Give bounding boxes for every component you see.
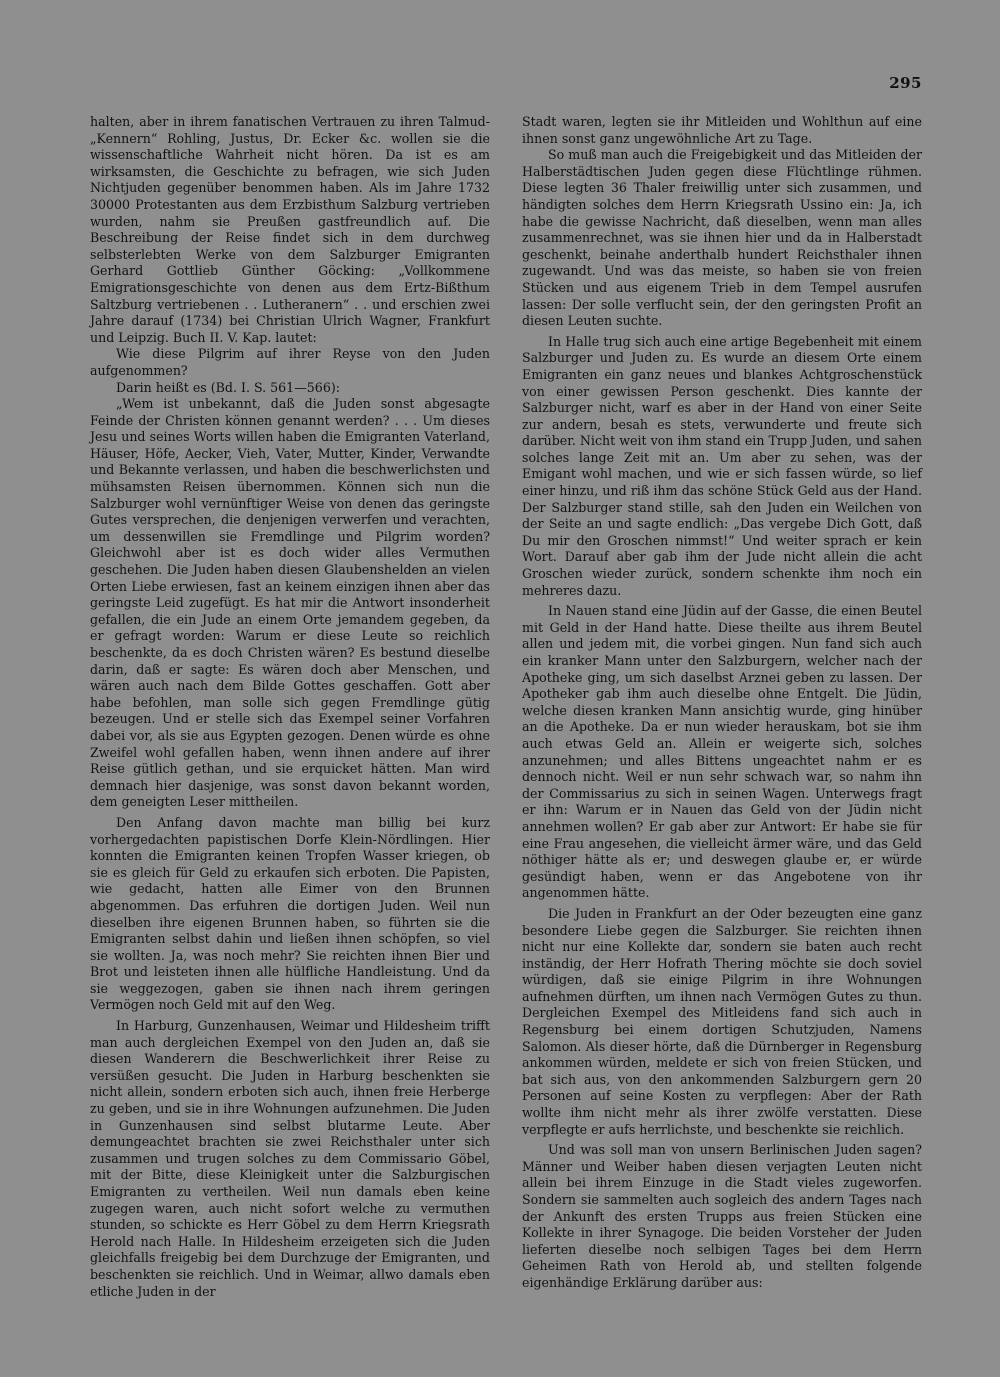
- paragraph: Darin heißt es (Bd. I. S. 561—566):: [116, 379, 340, 395]
- page-number: 295: [889, 74, 922, 92]
- chapter-heading-quote: Wie diese Pilgrim auf ihrer Reyse von den Juden aufgenommen?: [90, 346, 490, 378]
- paragraph: Stadt waren, legten sie ihr Mitleiden und Wohlthun auf eine ihnen sonst ganz ungewöhnliche Art zu Tage.: [522, 114, 922, 146]
- paragraph: In Nauen stand eine Jüdin auf der Gasse, die einen Beutel mit Geld in der Hand hatte. Diese theilte aus ihrem Beutel allen und jedem mit, die vorbei gingen. Nun fand sich auch ein kranker Mann unter den Salzburgern, welcher nach der Apotheke ging, um sich daselbst Arznei geben zu lassen. Der Apotheker gab ihm auch dieselbe ohne Entgelt. Die Jüdin, welche diesen kranken Mann ansichtig wurde, ging hinüber an die Apotheke. Da er nun wieder herauskam, bot sie ihm auch etwas Geld an. Allein er weigerte sich, solches anzunehmen; und alles Bittens ungeachtet nahm er es dennoch nicht. Weil er nun sehr schwach war, so nahm ihn der Commissarius zu sich in seinen Wagen. Unterwegs fragt er ihn: Warum er in Nauen das Geld von der Jüdin nicht annehmen wollen? Er gab aber zur Antwort: Er habe sie für eine Frau angesehen, die vielleicht ärmer wäre, und das Geld nöthiger hätte als er; und deswegen glaube er, er würde gesündigt haben, wenn er das Angebotene von ihr angenommen hätte.: [522, 603, 922, 901]
- paragraph: Und was soll man von unsern Berlinischen Juden sagen? Männer und Weiber haben diesen verjagten Leuten nicht allein bei ihrem Einzuge in die Stadt vieles zugeworfen. Sondern sie sammelten auch sogleich des andern Tages nach der Ankunft des ersten Trupps aus freien Stücken eine Kollekte in ihrer Synagoge. Die beiden Vorsteher der Juden lieferten dieselbe noch selbigen Tages bei dem Herrn Geheimen Rath von Herold ab, und stellten folgende eigenhändige Erklärung darüber aus:: [522, 1142, 922, 1290]
- paragraph: halten, aber in ihrem fanatischen Vertrauen zu ihren Talmud-„Kennern“ Rohling, Justus, Dr. Ecker &c. wollen sie die wissenschaftliche Wahrheit nicht hören. Da ist es am wirksamsten, die Geschichte zu befragen, wie sich Juden Nichtjuden gegenüber benommen haben. Als im Jahre 1732 30000 Protestanten aus dem Erzbisthum Salzburg vertrieben wurden, nahm sie Preußen gastfreundlich auf. Die Beschreibung der Reise findet sich in dem durchweg selbsterlebten Werke von dem Salzburger Emigranten Gerhard Gottlieb Günther Göcking: „Vollkommene Emigrationsgeschichte von denen aus dem Ertz-Bißthum Saltzburg vertriebenen . . Lutheranern“ . . und erschien zwei Jahre darauf (1734) bei Christian Ulrich Wagner, Frankfurt und Leipzig. Buch II. V. Kap. lautet:: [90, 114, 490, 345]
- paragraph: Die Juden in Frankfurt an der Oder bezeugten eine ganz besondere Liebe gegen die Salzburger. Sie reichten ihnen nicht nur eine Kollekte dar, sondern sie baten auch recht inständig, der Herr Hofrath Thering möchte sie doch soviel würdigen, daß sie einige Pilgrim in ihre Wohnungen aufnehmen dürften, um ihnen nach Vermögen Gutes zu thun. Dergleichen Exempel des Mitleidens fand sich auch in Regensburg bei einem dortigen Schutzjuden, Namens Salomon. Als dieser hörte, daß die Dürnberger in Regensburg ankommen würden, meldete er sich von freien Stücken, und bat sich aus, von den ankommenden Salzburgern gern 20 Personen auf seine Kosten zu verpflegen: Aber der Rath wollte ihm nicht mehr als ihrer zwölfe verstatten. Diese verpflegte er aufs herrlichste, und beschenkte sie reichlich.: [522, 905, 922, 1137]
- left-column: [90, 114, 490, 1300]
- block-quote: „Wem ist unbekannt, daß die Juden sonst abgesagte Feinde der Christen können genannt werden? . . . Um dieses Jesu und seines Worts willen haben die Emigranten Vaterland, Häuser, Höfe, Aecker, Vieh, Vater, Mutter, Kinder, Verwandte und Bekannte verlassen, und haben die beschwerlichsten und mühsamsten Reisen übernommen. Können sich nun die Salzburger wohl vernünftiger Weise von denen das geringste Gutes versprechen, die denjenigen verwerfen und verachten, um dessenwillen sie Fremdlinge und Pilgrim worden? Gleichwohl aber ist es doch wider alles Vermuthen geschehen. Die Juden haben diesen Glaubenshelden an vielen Orten Liebe erwiesen, fast an keinem einzigen ihnen aber das geringste Leid zugefügt. Es hat mir die Antwort insonderheit gefallen, die ein Jude an einem Orte jemandem gegeben, da er gefragt worden: Warum er diese Leute so reichlich beschenkte, da es doch Christen wären? Es bestund dieselbe darin, daß er sagte: Es wären doch aber Menschen, und wären auch nach dem Bilde Gottes geschaffen. Gott aber habe befohlen, man solle sich gegen Fremdlinge gütig bezeugen. Und er stelle sich das Exempel seiner Vorfahren dabei vor, als sie aus Egypten gezogen. Denen würde es ohne Zweifel wohl gefallen haben, wenn ihnen andere auf ihrer Reise gütlich gethan, und sie erquicket hätten. Man wird demnach hier dasjenige, was sonst davon bekannt worden, dem geneigten Leser mittheilen.: [90, 396, 490, 810]
- paragraph: In Halle trug sich auch eine artige Begebenheit mit einem Salzburger und Juden zu. Es wurde an diesem Orte einem Emigranten ein ganz neues und blankes Achtgroschenstück von einer gewissen Person geschenkt. Dies kannte der Salzburger nicht, warf es aber in der Hand von einer Seite zur andern, besah es stets, verwunderte und freute sich darüber. Nicht weit von ihm stand ein Trupp Juden, und sahen solches lange Zeit mit an. Um aber zu sehen, was der Emigant wohl machen, und wie er sich fassen würde, so lief einer hinzu, und riß ihm das schöne Stück Geld aus der Hand. Der Salzburger stand stille, sah den Juden ein Weilchen von der Seite an und sagte endlich: „Das vergebe Dich Gott, daß Du mir den Groschen nimmst!“ Und weiter sprach er kein Wort. Darauf aber gab ihm der Jude nicht allein die acht Groschen wieder zurück, sondern schenkte ihm noch ein mehreres dazu.: [522, 333, 922, 598]
- paragraph: In Harburg, Gunzenhausen, Weimar und Hildesheim trifft man auch dergleichen Exempel von den Juden an, daß sie diesen Wanderern die Beschwerlichkeit ihrer Reise zu versüßen gesucht. Die Juden in Harburg beschenkten sie nicht allein, sondern erboten sich auch, ihnen freie Herberge zu geben, und sie in ihre Wohnungen aufzunehmen. Die Juden in Gunzenhausen sind selbst blutarme Leute. Aber demungeachtet brachten sie zwei Reichsthaler unter sich zusammen und trugen solches zu dem Commissario Göbel, mit der Bitte, diese Kleinigkeit unter die Salzburgischen Emigranten zu vertheilen. Weil nun damals eben keine zugegen waren, auch nicht sofort welche zu vermuthen stunden, so schickte es Herr Göbel zu dem Herrn Kriegsrath Herold nach Halle. In Hildesheim erzeigeten sich die Juden gleichfalls freigebig bei dem Durchzuge der Emigranten, und beschenkten sie reichlich. Und in Weimar, allwo damals eben etliche Juden in der: [90, 1018, 490, 1299]
- paragraph: Den Anfang davon machte man billig bei kurz vorhergedachten papistischen Dorfe Klein-Nördlingen. Hier konnten die Emigranten keinen Tropfen Wasser kriegen, ob sie es gleich für Geld zu erkaufen sich erboten. Die Papisten, wie gedacht, hatten alle Eimer von den Brunnen abgenommen. Das erfuhren die dortigen Juden. Weil nun dieselben ihre eigenen Brunnen haben, so führten sie die Emigranten selbst dahin und ließen ihnen schöpfen, so viel sie wollten. Ja, was noch mehr? Sie reichten ihnen Bier und Brot und leisteten ihnen alle hülfliche Handleistung. Und da sie weggezogen, gaben sie ihnen nach ihrem geringen Vermögen noch Geld mit auf den Weg.: [90, 814, 490, 1013]
- paragraph: So muß man auch die Freigebigkeit und das Mitleiden der Halberstädtischen Juden gegen diese Flüchtlinge rühmen. Diese legten 36 Thaler freiwillig unter sich zusammen, und händigten solches dem Herrn Kriegsrath Ussino ein: Ja, ich habe die gewisse Nachricht, daß dieselben, wenn man alles zusammenrechnet, was sie ihnen hier und da in Halberstadt geschenkt, beinahe anderthalb hundert Reichsthaler ihnen zugewandt. Und was das meiste, so haben sie von freien Stücken und aus eigenem Trieb in dem Tempel ausrufen lassen: Der solle verflucht sein, der den geringsten Profit an diesen Leuten suchte.: [522, 147, 922, 329]
- right-column: [522, 114, 922, 1292]
